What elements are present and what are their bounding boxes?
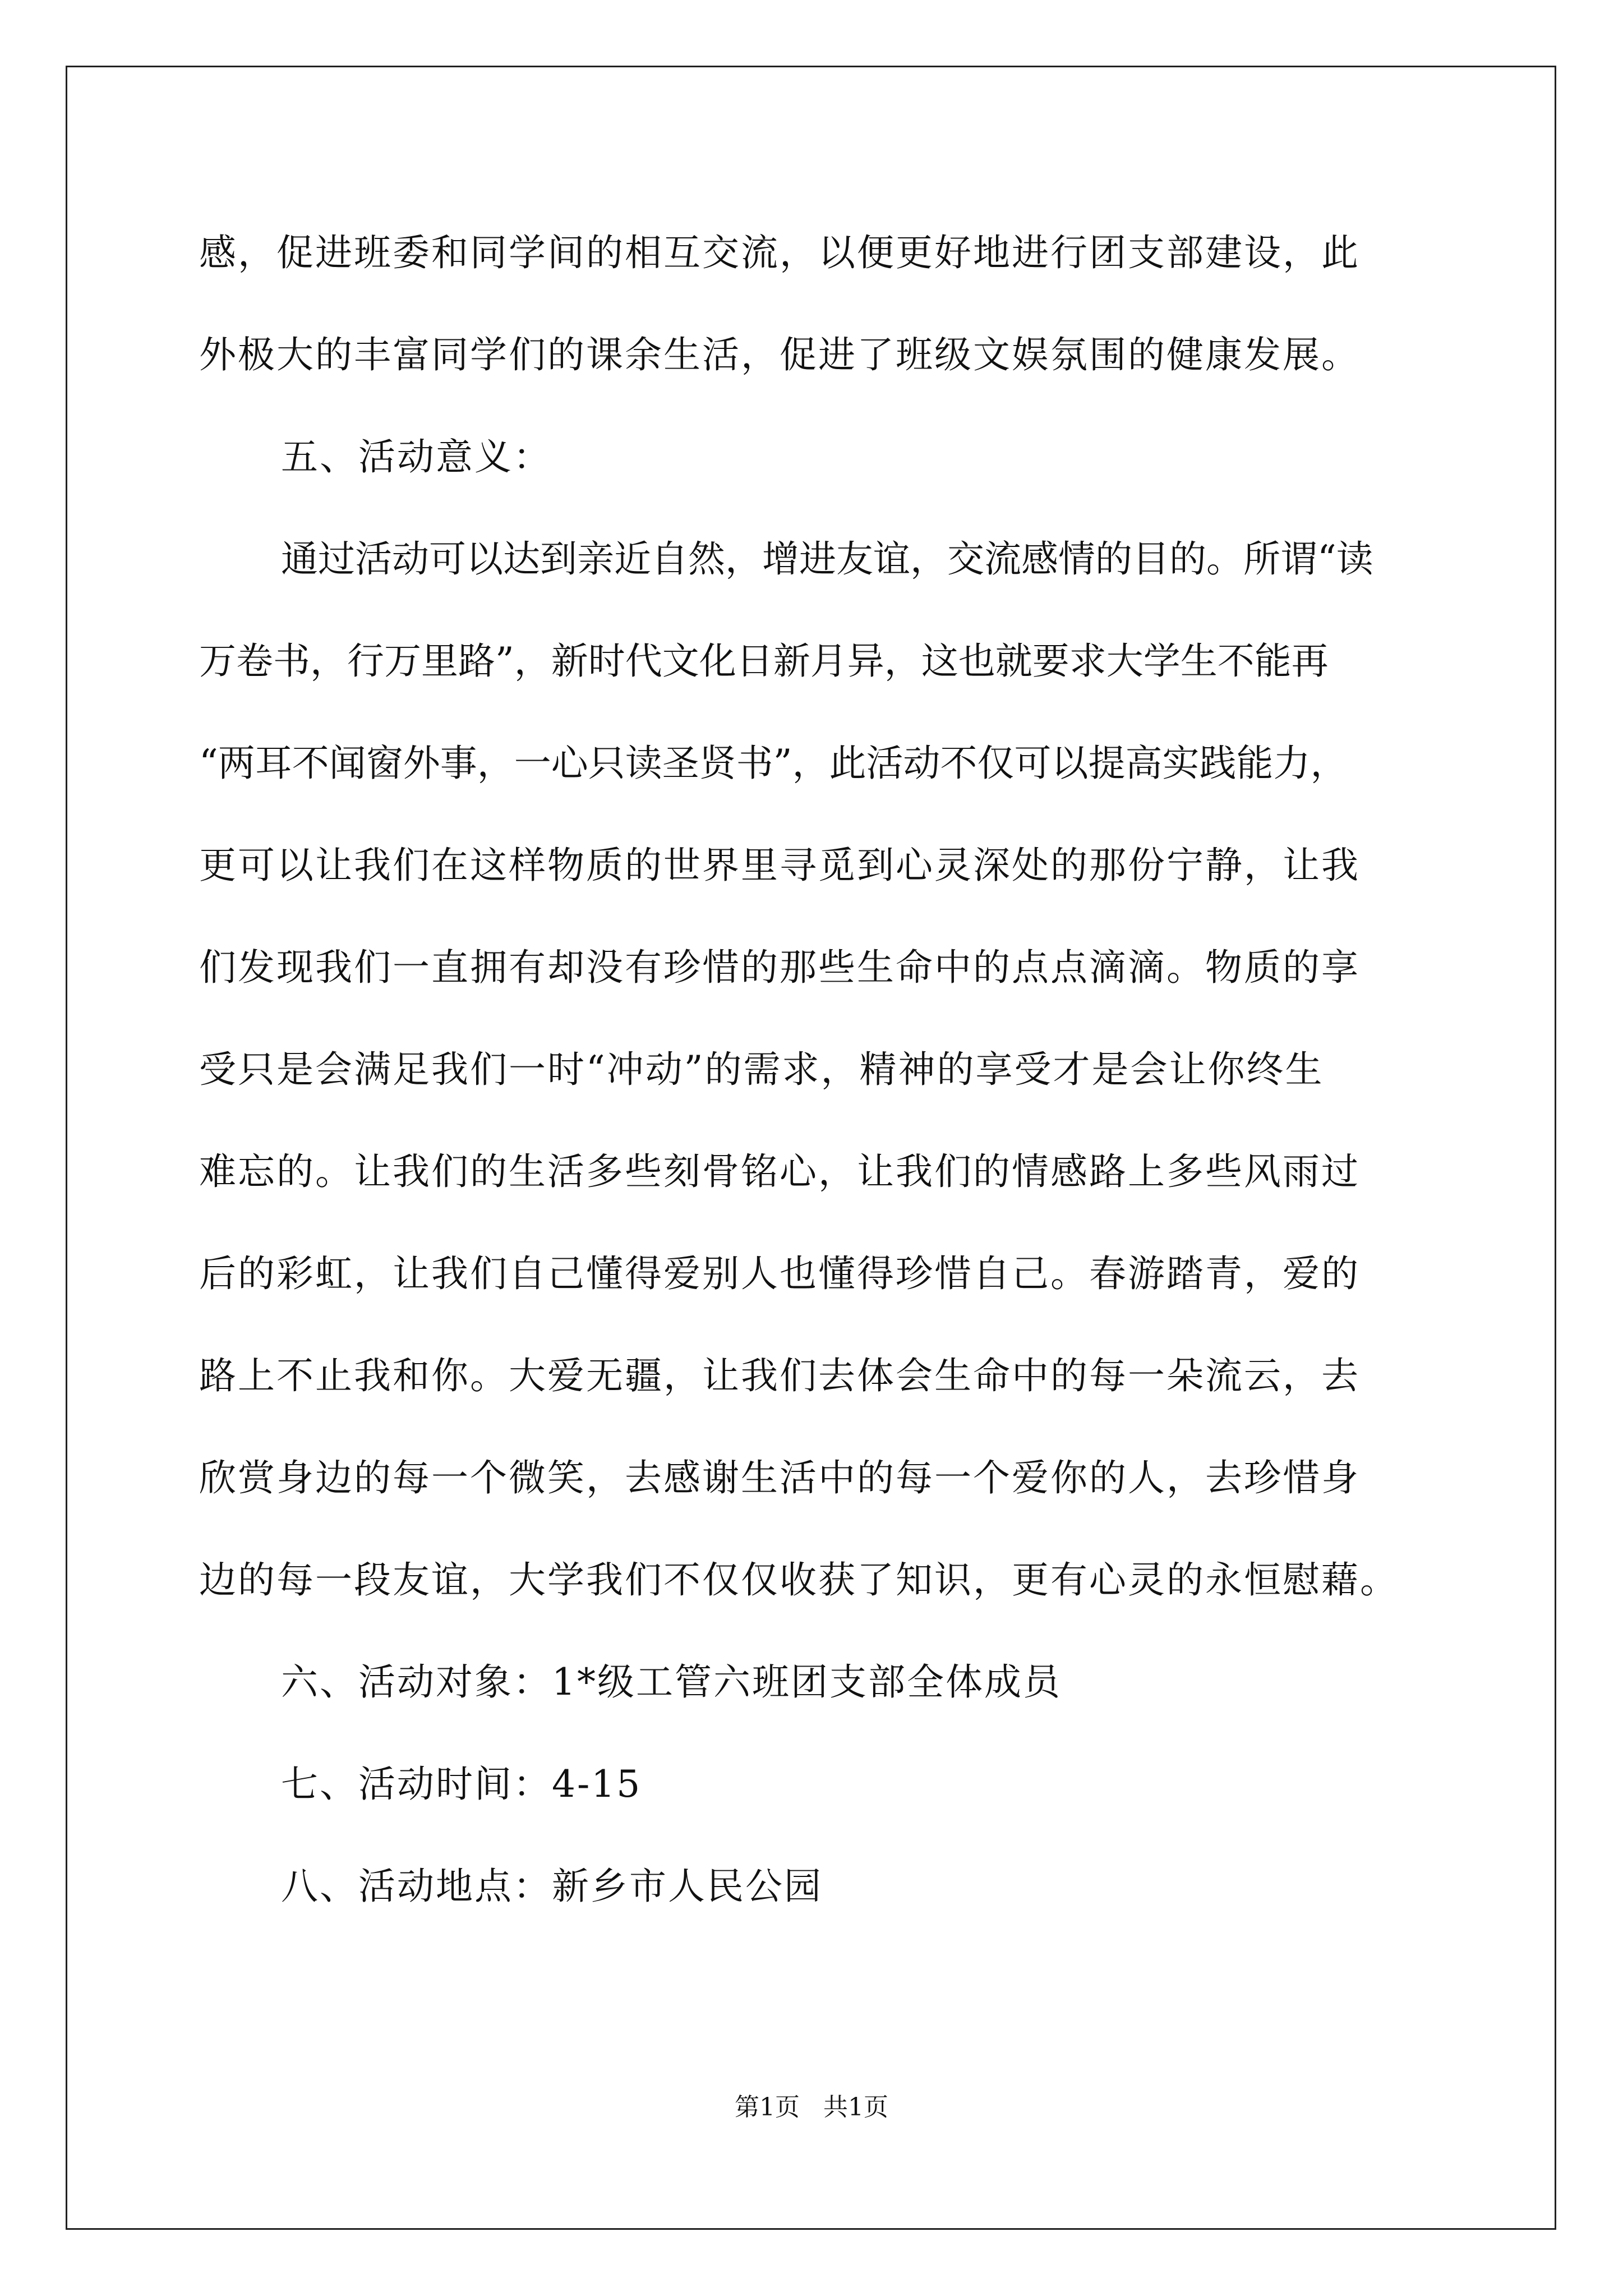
section-heading: 五、活动意义： [281, 435, 552, 478]
paragraph-line: 路上不止我和你。大爱无疆，让我们去体会生命中的每一朵流云，去 [199, 1354, 1360, 1397]
paragraph-line: 们发现我们一直拥有却没有珍惜的那些生命中的点点滴滴。物质的享 [199, 946, 1360, 989]
section-heading: 八、活动地点：新乡市人民公园 [281, 1865, 823, 1908]
section-heading: 七、活动时间：4-15 [281, 1763, 642, 1806]
paragraph-line: 更可以让我们在这样物质的世界里寻觅到心灵深处的那份宁静，让我 [199, 844, 1360, 887]
paragraph-line: 外极大的丰富同学们的课余生活，促进了班级文娱氛围的健康发展。 [199, 333, 1360, 376]
paragraph-line: 受只是会满足我们一时“冲动”的需求，精神的享受才是会让你终生 [199, 1048, 1324, 1091]
paragraph-line: 通过活动可以达到亲近自然，增进友谊，交流感情的目的。所谓“读 [281, 537, 1373, 581]
section-heading: 六、活动对象：1*级工管六班团支部全体成员 [281, 1660, 1062, 1704]
paragraph-line: 后的彩虹，让我们自己懂得爱别人也懂得珍惜自己。春游踏青，爱的 [199, 1252, 1360, 1295]
paragraph-line: 万卷书，行万里路”，新时代文化日新月异，这也就要求大学生不能再 [199, 639, 1329, 683]
paragraph-line: 欣赏身边的每一个微笑，去感谢生活中的每一个爱你的人，去珍惜身 [199, 1456, 1360, 1499]
paragraph-line: 难忘的。让我们的生活多些刻骨铭心，让我们的情感路上多些风雨过 [199, 1150, 1360, 1193]
page-footer: 第1页 共1页 [735, 2093, 888, 2122]
paragraph-line: “两耳不闻窗外事，一心只读圣贤书”，此活动不仅可以提高实践能力， [199, 742, 1348, 785]
paragraph-line: 边的每一段友谊，大学我们不仅仅收获了知识，更有心灵的永恒慰藉。 [199, 1558, 1399, 1602]
paragraph-line: 感，促进班委和同学间的相互交流，以便更好地进行团支部建设，此 [199, 231, 1360, 274]
